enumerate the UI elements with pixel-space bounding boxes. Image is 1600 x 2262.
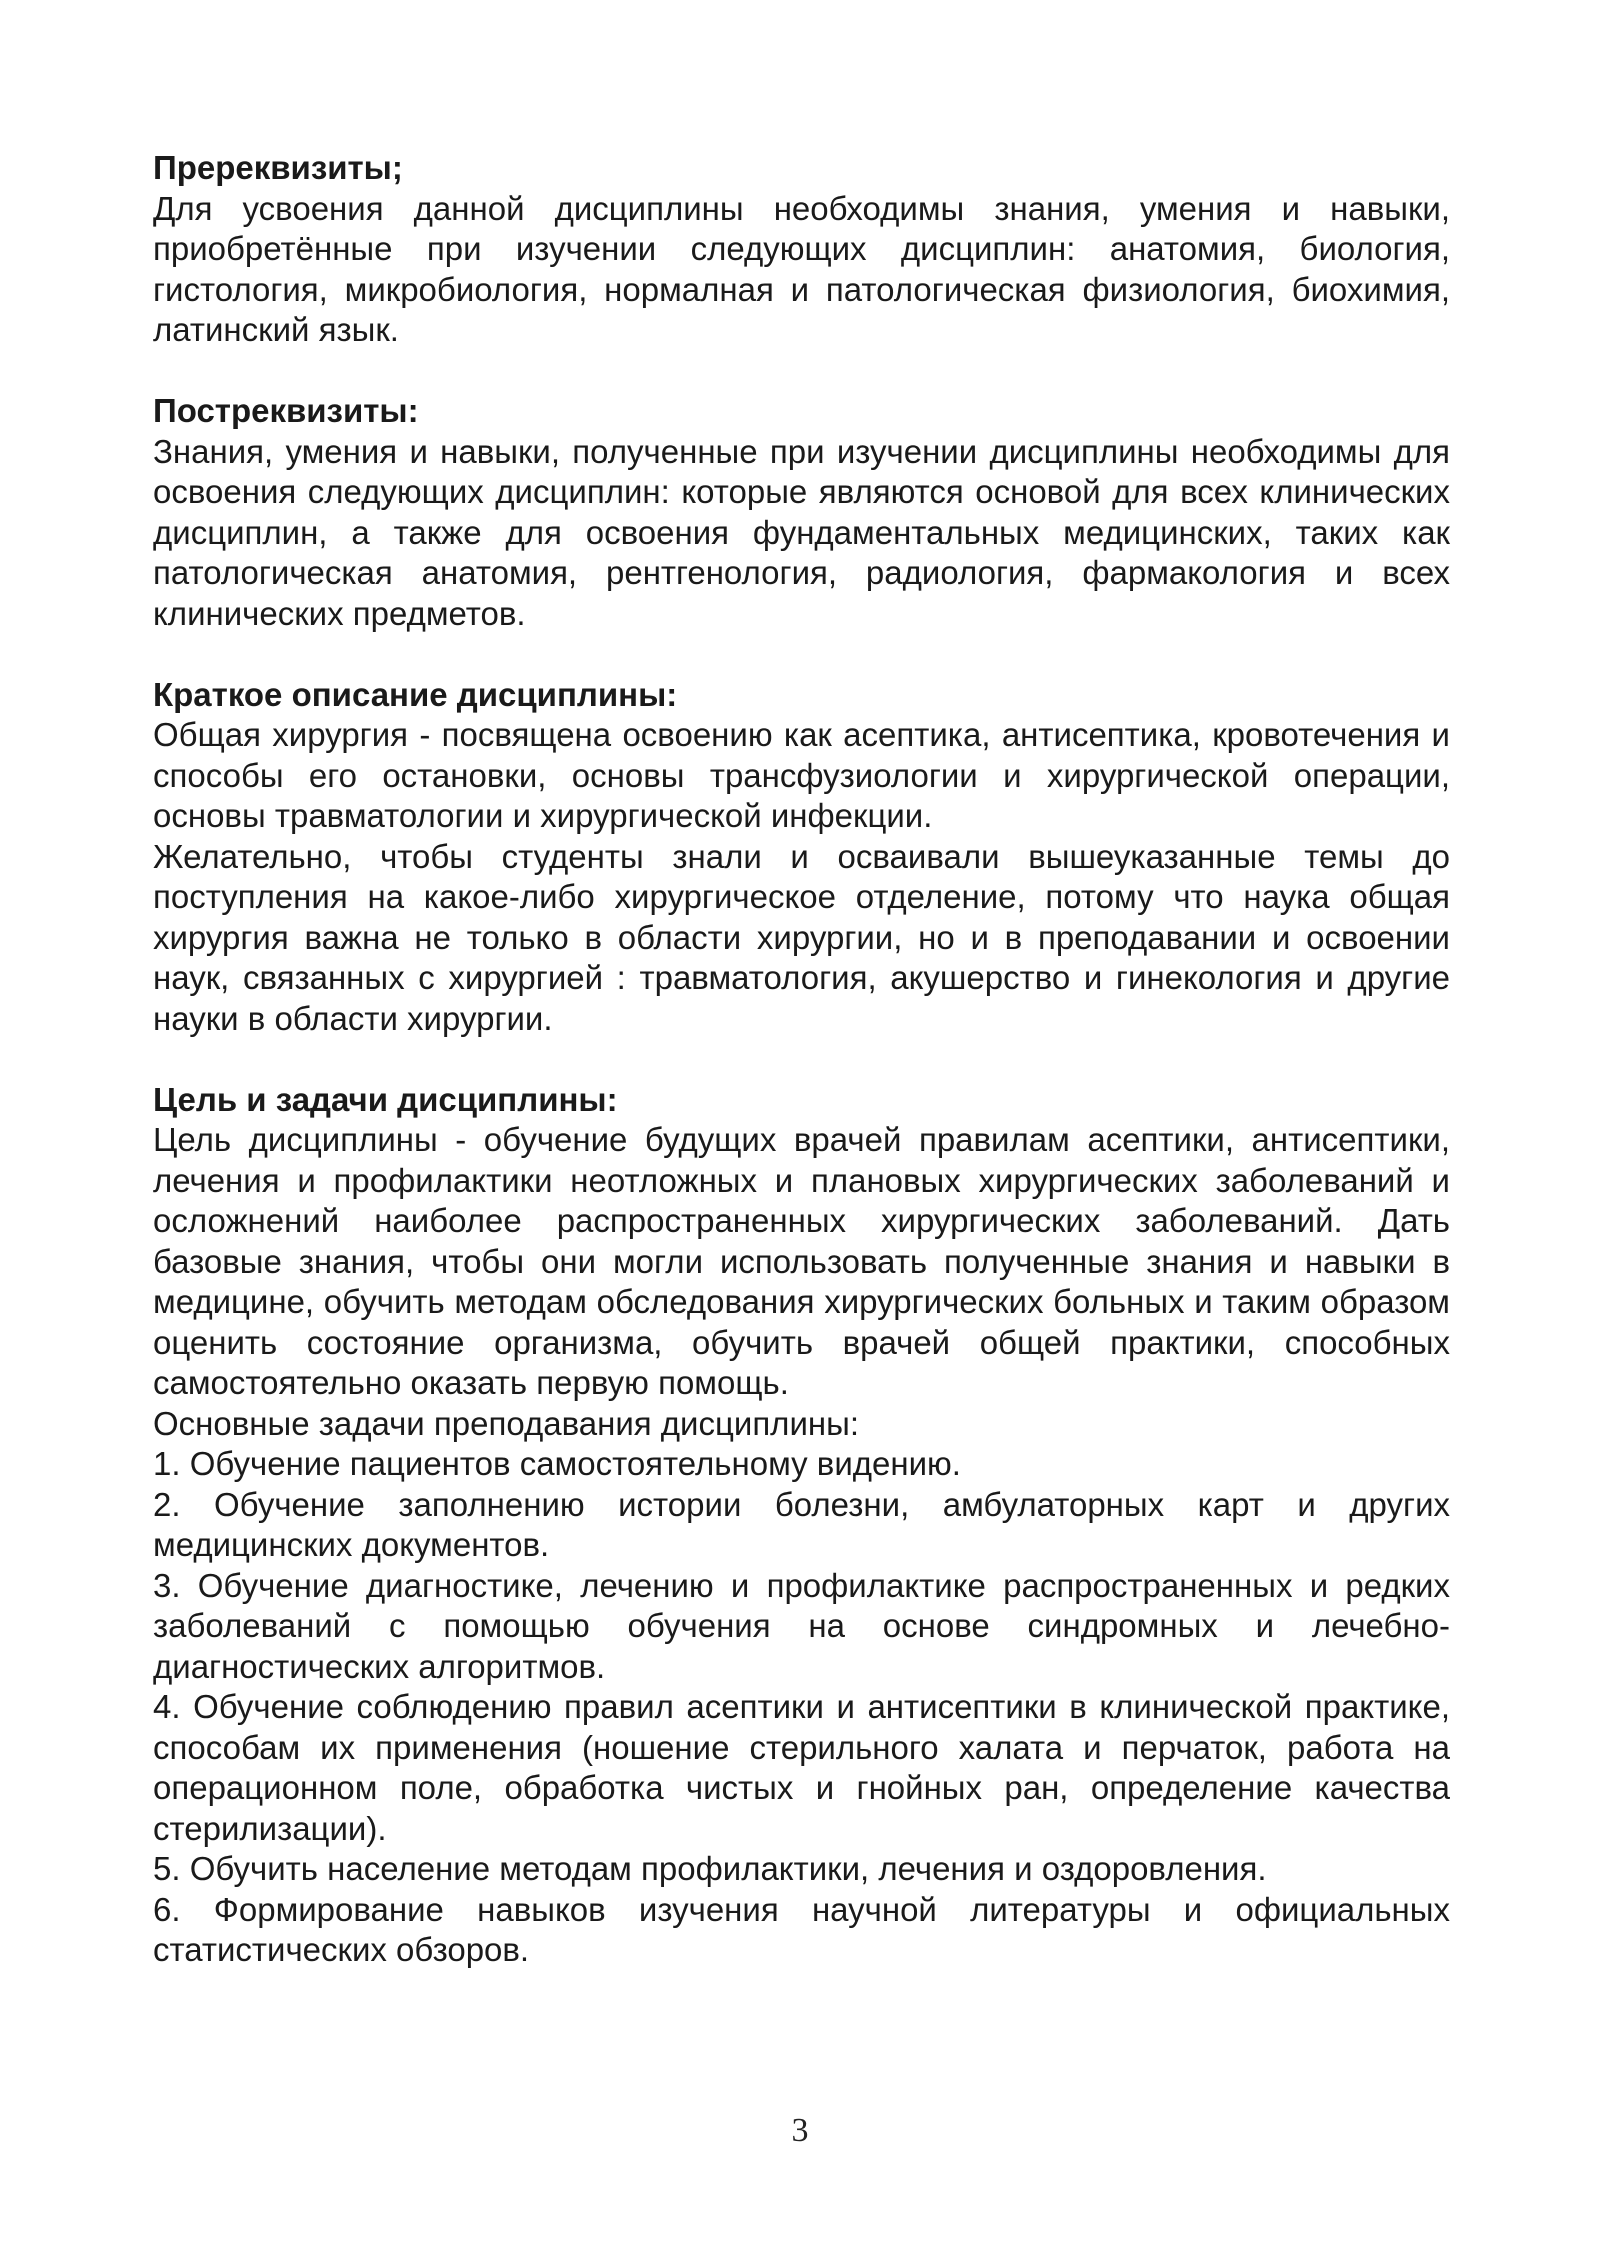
description-section <box>153 675 1450 1040</box>
goal-text: Цель дисциплины - обучение будущих врачей правилам асептики, антисептики, лечения и профилактики неотложных и плановых хирургических заболеваний и осложнений наиболее распространенных хирургических заболеваний. Дать базовые знания, чтобы они могли использовать полученные знания и навыки в медицине, обучить методам обследования хирургических больных и таким образом оценить состояние организма, обучить врачей общей практики, способных самостоятельно оказать первую помощь. <box>153 1121 1450 1401</box>
postrequisites-text: Знания, умения и навыки, полученные при изучении дисциплины необходимы для освоения следующих дисциплин: которые являются основой для всех клинических дисциплин, а также для освоения фундаментальных медицинских, таких как патологическая анатомия, рентгенология, радиология, фармакология и всех клинических предметов. <box>153 432 1450 632</box>
postrequisites-section <box>153 391 1450 634</box>
tasks-intro: Основные задачи преподавания дисциплины: <box>153 1404 859 1442</box>
task-item: 2. Обучение заполнению истории болезни, амбулаторных карт и других медицинских документов. <box>153 1485 1450 1563</box>
goals-heading: Цель и задачи дисциплины: <box>153 1080 618 1118</box>
goals-section <box>153 1080 1450 1971</box>
task-item: 5. Обучить население методам профилактики, лечения и оздоровления. <box>153 1850 1267 1887</box>
prerequisites-section <box>153 148 1450 351</box>
prerequisites-text: Для усвоения данной дисциплины необходимы знания, умения и навыки, приобретённые при изучении следующих дисциплин: анатомия, биология, гистология, микробиология, нормалная и патологическая физиология, биохимия, латинский язык. <box>153 189 1450 348</box>
task-item: 3. Обучение диагностике, лечению и профилактике распространенных и редких заболеваний с помощью обучения на основе синдромных и лечебно-диагностических алгоритмов. <box>153 1566 1450 1685</box>
task-item: 4. Обучение соблюдению правил асептики и антисептики в клинической практике, способам их применения (ношение стерильного халата и перчаток, работа на операционном поле, обработка чистых и гнойных ран, определение качества стерилизации). <box>153 1688 1450 1847</box>
task-item: 1. Обучение пациентов самостоятельному видению. <box>153 1445 961 1482</box>
page-number: 3 <box>791 2112 809 2149</box>
prerequisites-heading: Пререквизиты; <box>153 149 403 186</box>
description-heading: Краткое описание дисциплины: <box>153 675 678 713</box>
document-page <box>153 148 1450 2011</box>
description-paragraph: Общая хирургия - посвящена освоению как асептика, антисептика, кровотечения и способы его остановки, основы трансфузиологии и хирургической операции, основы травматологии и хирургической инфекции. <box>153 716 1450 834</box>
task-item: 6. Формирование навыков изучения научной литературы и официальных статистических обзоров. <box>153 1890 1450 1968</box>
postrequisites-heading: Постреквизиты: <box>153 392 419 429</box>
description-paragraph: Желательно, чтобы студенты знали и осваивали вышеуказанные темы до поступления на какое-либо хирургическое отделение, потому что наука общая хирургия важна не только в области хирургии, но и в преподавании и освоении наук, связанных с хирургией : травматология, акушерство и гинекология и другие науки в области хирургии. <box>153 837 1450 1037</box>
